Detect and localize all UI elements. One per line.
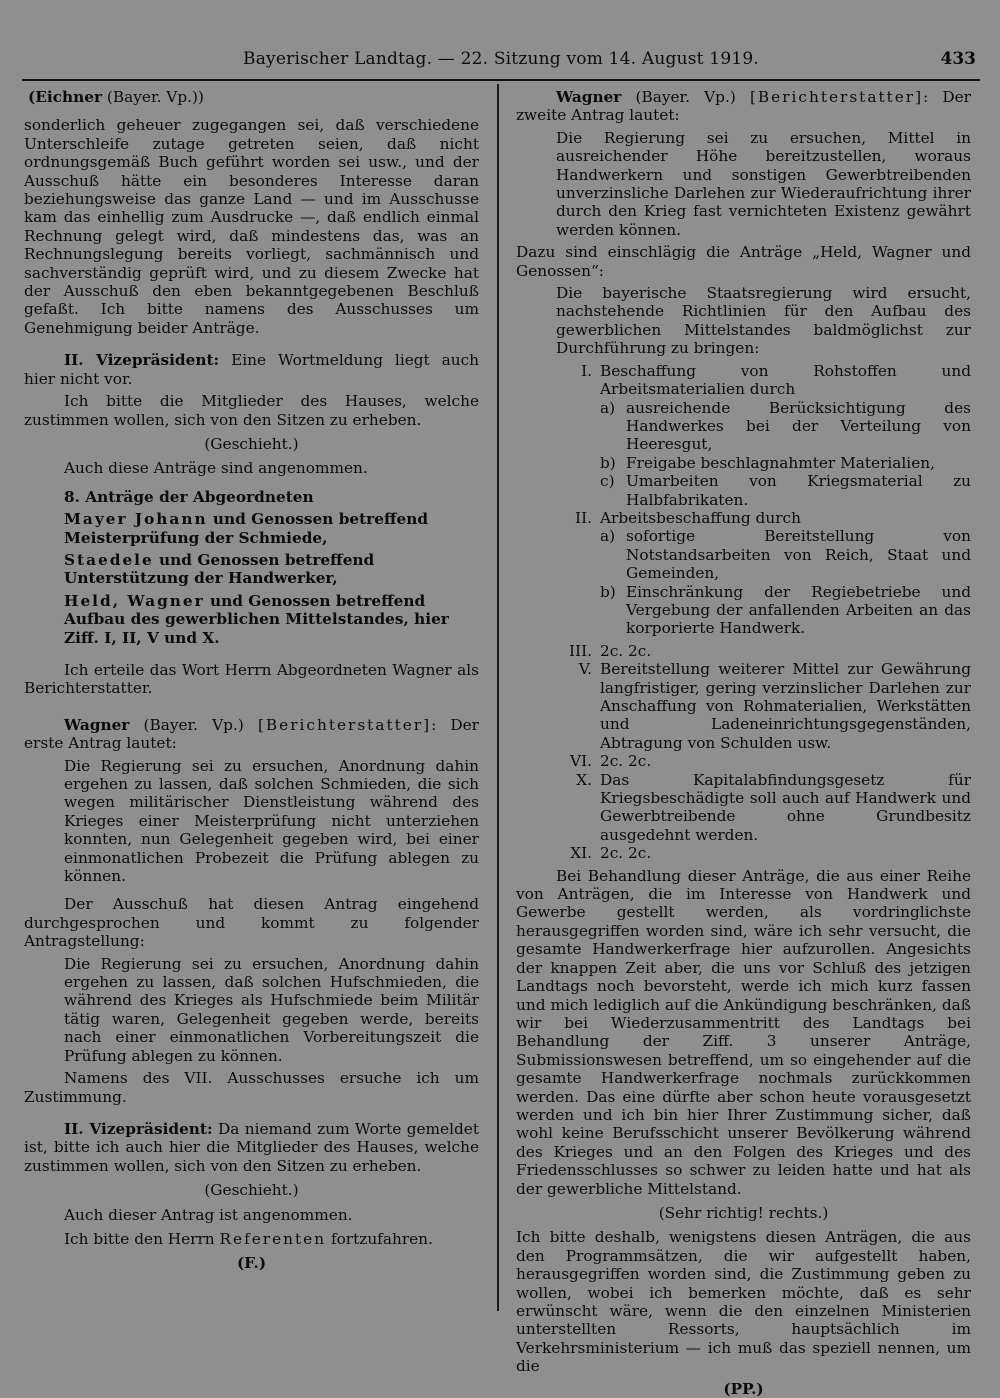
motion-title: Mayer Johann und Genossen betreffend Meisterprüfung der Schmiede, bbox=[64, 510, 429, 547]
interjection: (Sehr richtig! rechts.) bbox=[658, 1203, 829, 1222]
vice-president-statement: II. Vizepräsident: Da niemand zum Worte gemeldet ist, bitte ich auch hier die Mitglieder des Hauses, welche zustimmen wollen, sich von den Sitzen zu erheben. bbox=[24, 1119, 479, 1175]
page-header bbox=[22, 47, 980, 81]
paragraph: Bei Behandlung dieser Anträge, die aus einer Reihe von Anträgen, die im Interesse von Handwerk und Gewerbe gestellt werden, als vordringlichste herausgegriffen worden sind, wäre ich sehr versucht, die gesamte Handwerkerfrage hier aufzurollen. Angesichts der knappen Zeit aber, die uns vor Schluß des jetzigen Landtags noch bevorsteht, werde ich mich kurz fassen und mich lediglich auf die Ankündigung beschränken, daß wir bei Wiederzusammentritt des Landtags bei Behandlung der Ziff. 3 unserer Anträge, Submissionswesen betreffend, um so eingehender auf die gesamte Handwerkerfrage nochmals zurückkommen werden. Das eine dürfte aber schon heute vorausgesetzt werden und ich bin hier Ihrer Zustimmung sicher, daß wohl keine Berufsschicht unserer Bevölkerung während des Krieges und an den Folgen des Krieges und des Friedensschlusses so schwer zu leiden hatte und hat als der gewerbliche Mittelstand. bbox=[516, 866, 971, 1198]
motion-quote: Die Regierung sei zu ersuchen, Anordnung dahin ergehen zu lassen, daß solchen Schmieden, die sich wegen militärischer Dienstleistung während des Krieges einer Meisterprüfung nicht unterziehen konnten, nun Gelegenheit gegeben wird, bei einer einmonatlichen Probezeit die Prüfung ablegen zu können. bbox=[64, 756, 479, 886]
motion-title: Held, Wagner und Genossen betreffend Aufbau des gewerblichen Mittelstandes, hier Ziff. I, II, V und X. bbox=[64, 591, 449, 647]
motion-quote: Die Regierung sei zu ersuchen, Mittel in ausreichender Höhe bereitzustellen, woraus Handwerkern und sonstigen Gewerbtreibenden unverzinsliche Darlehen zur Wiederaufrichtung ihrer durch den Krieg fast vernichteten Existenz gewährt werden können. bbox=[556, 128, 971, 239]
speaker-name: (Eichner bbox=[28, 88, 103, 106]
page-footer-mark: (F.) bbox=[236, 1254, 267, 1273]
right-column bbox=[516, 88, 971, 1398]
list-subitem: b) Freigabe beschlagnahmter Materialien, bbox=[600, 453, 935, 472]
paragraph: Ich bitte die Mitglieder des Hauses, welche zustimmen wollen, sich von den Sitzen zu erheben. bbox=[24, 392, 479, 429]
procedural-note: (Geschieht.) bbox=[204, 434, 299, 453]
paragraph: Ich bitte deshalb, wenigstens diesen Anträgen, die aus den Programmsätzen, die wir aufgestellt haben, herausgegriffen worden sind, die Zustimmung geben zu wollen, wobei ich bemerken möchte, daß es sehr erwünscht wäre, wenn die den einzelnen Ministerien unterstellten Ressorts, hauptsächlich im Verkehrsministerium — ich muß das speziell nennen, um die bbox=[516, 1228, 971, 1376]
running-title: Bayerischer Landtag. — 22. Sitzung vom 14. August 1919. bbox=[243, 49, 759, 69]
paragraph: Ich bitte den Herrn Referenten fortzufahren. bbox=[64, 1229, 433, 1248]
list-subitem: c) Umarbeiten von Kriegsmaterial zu Halbfabrikaten. bbox=[600, 472, 971, 509]
list-subitem: a) ausreichende Berücksichtigung des Handwerkes bei der Verteilung von Heeresgut, bbox=[600, 398, 971, 454]
paragraph: Auch dieser Antrag ist angenommen. bbox=[64, 1205, 353, 1224]
list-item: III. 2c. 2c. bbox=[569, 641, 652, 660]
list-item: VI. 2c. 2c. bbox=[570, 752, 652, 771]
motion-title: Staedele und Genossen betreffend Unterstützung der Handwerker, bbox=[64, 550, 375, 588]
motion-quote: Die bayerische Staatsregierung wird ersucht, nachstehende Richtlinien für den Aufbau des gewerblichen Mittelstandes baldmöglichst zur Durchführung zu bringen: bbox=[556, 284, 971, 358]
list-subitem: a) sofortige Bereitstellung von Notstandsarbeiten von Reich, Staat und Gemeinden, bbox=[600, 527, 971, 583]
list-item: II. Arbeitsbeschaffung durch bbox=[575, 508, 801, 527]
page-footer-mark: (PP.) bbox=[723, 1379, 764, 1398]
list-subitem: b) Einschränkung der Regiebetriebe und Vergebung der anfallenden Arbeiten an das korporierte Handwerk. bbox=[600, 582, 971, 638]
list-item: V. Bereitstellung weiterer Mittel zur Gewährung langfristiger, gering verzinslicher Darlehen zur Anschaffung von Rohmaterialien, Werkstätten und Ladeneinrichtungsgegenständen, Abtragung von Schulden usw. bbox=[578, 660, 971, 752]
motion-quote: Die Regierung sei zu ersuchen, Anordnung dahin ergehen zu lassen, daß solchen Hufschmieden, die während des Krieges als Hufschmiede beim Militär tätig waren, Gelegenheit gegeben werde, bereits nach einer einmonatlichen Vorbereitungszeit die Prüfung ablegen zu können. bbox=[64, 954, 479, 1065]
rapporteur-statement: Wagner (Bayer. Vp.) [Berichterstatter]: Der zweite Antrag lautet: bbox=[516, 88, 971, 125]
paragraph: Ich erteile das Wort Herrn Abgeordneten Wagner als Berichterstatter. bbox=[24, 660, 479, 698]
rapporteur-statement: Wagner (Bayer. Vp.) [Berichterstatter]: Der erste Antrag lautet: bbox=[24, 715, 479, 753]
paragraph: Der Ausschuß hat diesen Antrag eingehend durchgesprochen und kommt zu folgender Antragstellung: bbox=[24, 895, 479, 951]
vice-president-statement: II. Vizepräsident: Eine Wortmeldung liegt auch hier nicht vor. bbox=[24, 351, 479, 388]
procedural-note: (Geschieht.) bbox=[204, 1181, 299, 1200]
list-item: XI. 2c. 2c. bbox=[570, 844, 652, 863]
paragraph: Namens des VII. Ausschusses ersuche ich um Zustimmung. bbox=[24, 1069, 479, 1106]
paragraph: Auch diese Anträge sind angenommen. bbox=[64, 459, 368, 478]
speaker-continuation bbox=[28, 88, 479, 106]
section-heading: 8. Anträge der Abgeordneten bbox=[64, 487, 314, 506]
list-item: I. Beschaffung von Rohstoffen und Arbeitsmaterialien durch bbox=[581, 361, 971, 399]
speaker-party: (Bayer. Vp.)) bbox=[102, 88, 204, 106]
paragraph: Dazu sind einschlägig die Anträge „Held, Wagner und Genossen“: bbox=[516, 243, 971, 280]
paragraph: sonderlich geheuer zugegangen sei, daß verschiedene Unterschleife zutage getreten seien, daß nicht ordnungsgemäß Buch geführt worden sei usw., und der Ausschuß hätte ein besonderes Interesse daran beziehungsweise das ganze Land — und im Ausschusse kam das einhellig zum Ausdrucke —, daß endlich einmal Rechnung gelegt wird, daß mindestens das, was an Rechnungslegung bereits vorliegt, sachmännisch und sachverständig geprüft wird, und zu diesem Zwecke hat der Ausschuß den eben bekanntgegebenen Beschluß gefaßt. Ich bitte namens des Ausschusses um Genehmigung beider Anträge. bbox=[24, 116, 479, 337]
speaker-label: II. Vizepräsident: bbox=[64, 351, 220, 370]
page-number: 433 bbox=[940, 49, 976, 69]
column-divider bbox=[497, 84, 499, 1311]
left-column bbox=[24, 88, 479, 1273]
list-item: X. Das Kapitalabfindungsgesetz für Kriegsbeschädigte soll auch auf Handwerk und Gewerbtreibende ohne Grundbesitz ausgedehnt werden. bbox=[576, 770, 971, 844]
guideline-list bbox=[516, 362, 971, 863]
